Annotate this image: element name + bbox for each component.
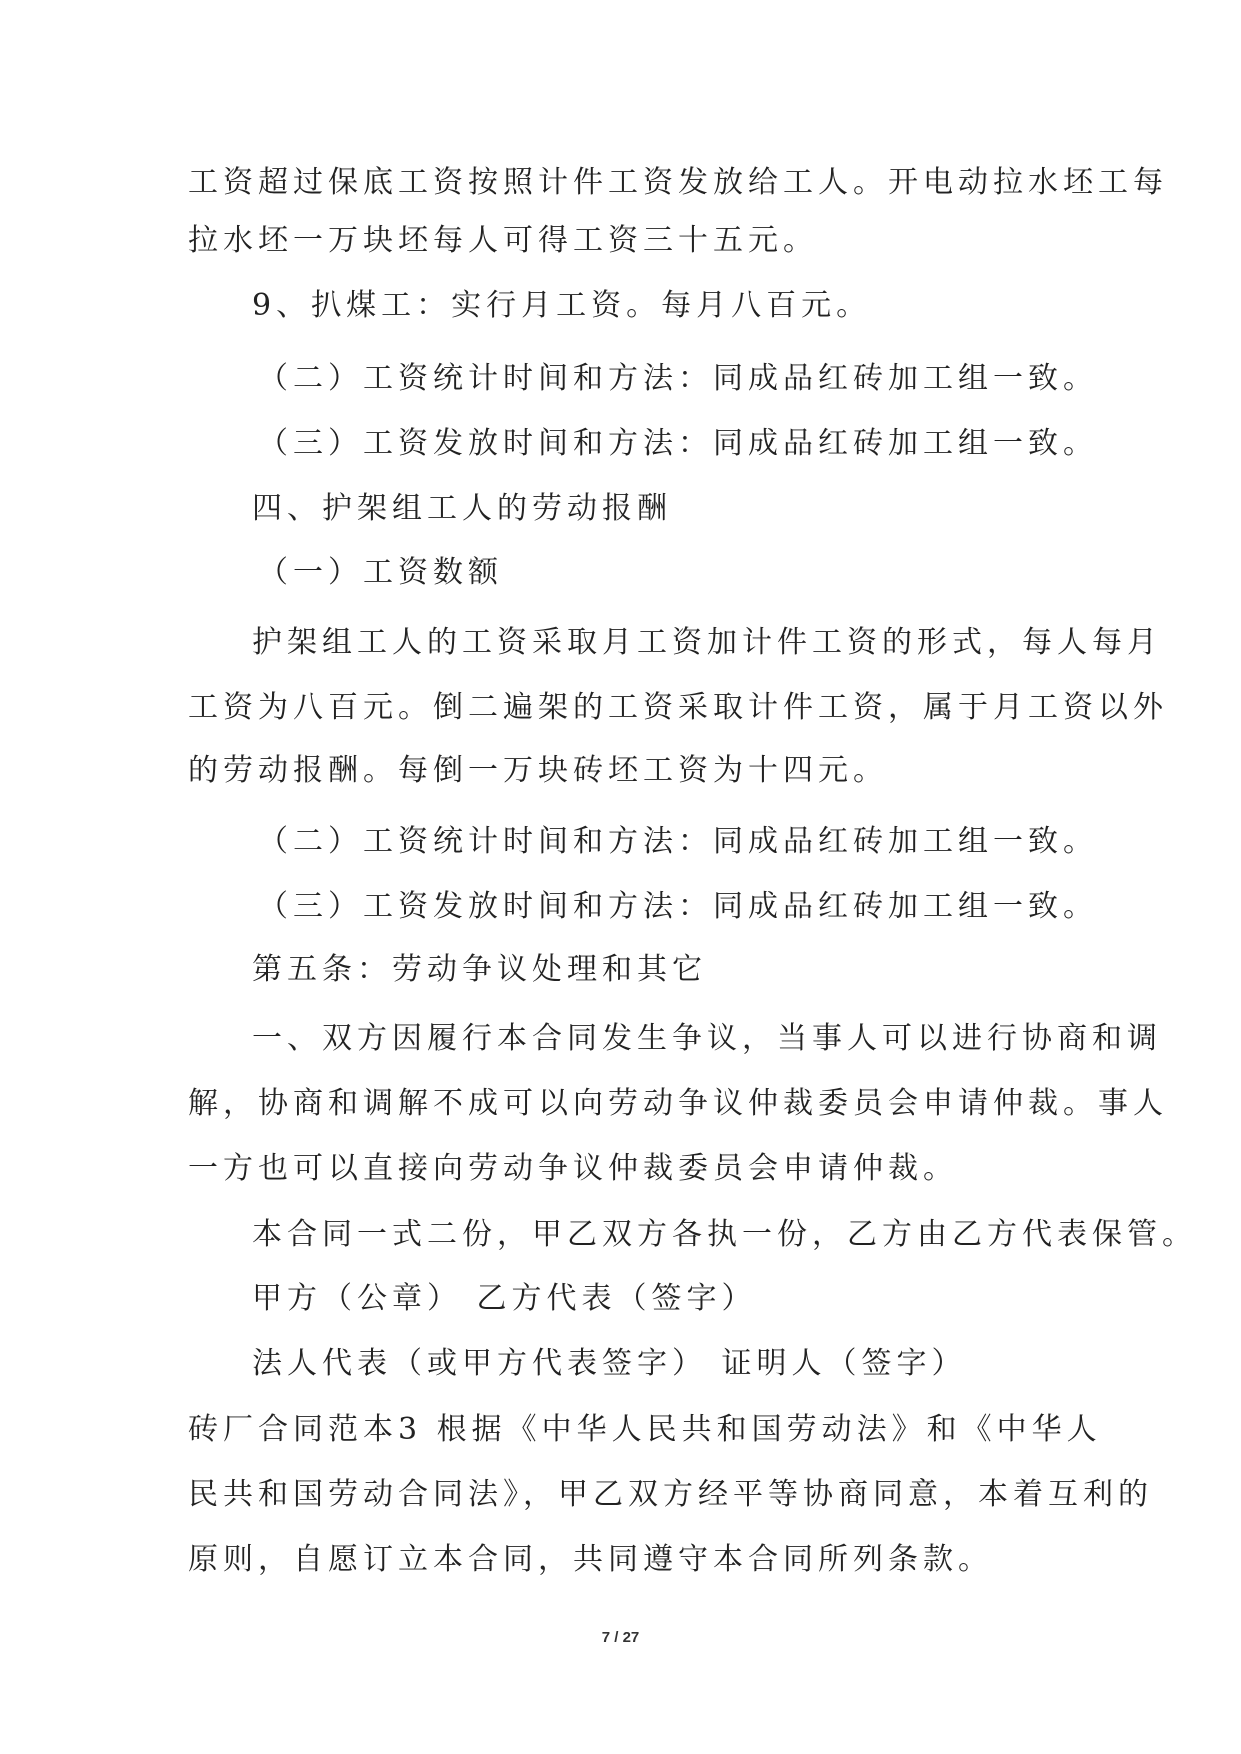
paragraph-line: 一、双方因履行本合同发生争议，当事人可以进行协商和调 [252, 1021, 1162, 1056]
paragraph-line: 本合同一式二份，甲乙双方各执一份，乙方由乙方代表保管。 [252, 1217, 1197, 1252]
paragraph-line: （一）工资数额 [258, 555, 503, 590]
paragraph-line: （二）工资统计时间和方法：同成品红砖加工组一致。 [258, 824, 1098, 859]
paragraph-line: 的劳动报酬。每倒一万块砖坯工资为十四元。 [188, 753, 888, 788]
paragraph-line: （二）工资统计时间和方法：同成品红砖加工组一致。 [258, 361, 1098, 396]
paragraph-line: 一方也可以直接向劳动争议仲裁委员会申请仲裁。 [188, 1151, 958, 1186]
paragraph-line: 工资超过保底工资按照计件工资发放给工人。开电动拉水坯工每 [188, 165, 1168, 200]
paragraph-line: 民共和国劳动合同法》，甲乙双方经平等协商同意，本着互利的 [188, 1477, 1153, 1512]
section-heading: 第五条：劳动争议处理和其它 [252, 952, 707, 987]
paragraph-line: 拉水坯一万块坯每人可得工资三十五元。 [188, 223, 818, 258]
paragraph-line: 砖厂合同范本3 根据《中华人民共和国劳动法》和《中华人 [188, 1412, 1102, 1447]
paragraph-line: 9、扒煤工：实行月工资。每月八百元。 [252, 288, 872, 323]
section-heading: 四、护架组工人的劳动报酬 [252, 491, 672, 526]
paragraph-line: 护架组工人的工资采取月工资加计件工资的形式，每人每月 [252, 625, 1162, 660]
signature-line: 甲方（公章） 乙方代表（签字） [252, 1281, 757, 1316]
page-number: 7 / 27 [601, 1629, 640, 1646]
signature-line: 法人代表（或甲方代表签字） 证明人（签字） [252, 1346, 967, 1381]
paragraph-line: 工资为八百元。倒二遍架的工资采取计件工资，属于月工资以外 [188, 690, 1168, 725]
paragraph-line: 解，协商和调解不成可以向劳动争议仲裁委员会申请仲裁。事人 [188, 1086, 1168, 1121]
paragraph-line: （三）工资发放时间和方法：同成品红砖加工组一致。 [258, 889, 1098, 924]
paragraph-line: 原则，自愿订立本合同，共同遵守本合同所列条款。 [188, 1542, 993, 1577]
paragraph-line: （三）工资发放时间和方法：同成品红砖加工组一致。 [258, 426, 1098, 461]
